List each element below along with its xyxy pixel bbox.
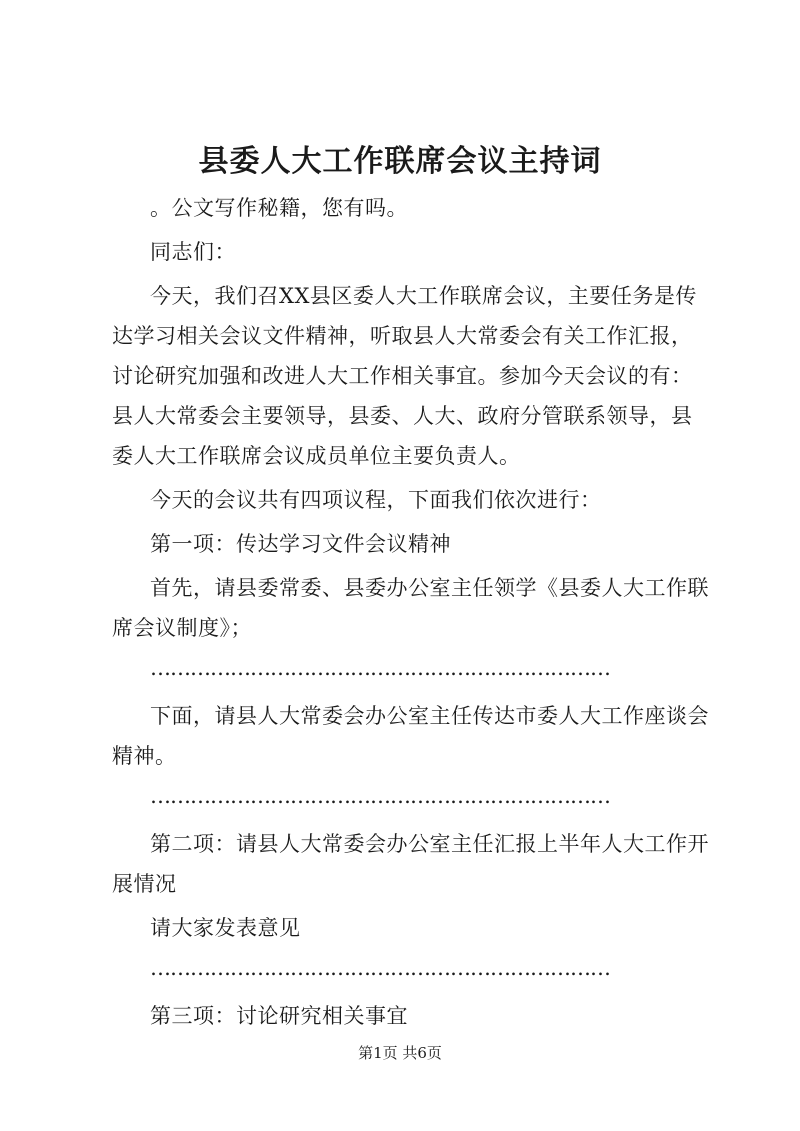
- ellipsis-divider: ……………………………………………………………: [150, 656, 610, 680]
- paragraph-item-one-next: 下面，请县人大常委会办公室主任传达市委人大工作座谈会精神。: [112, 704, 709, 768]
- paragraph-salutation: 同志们：: [150, 240, 236, 264]
- paragraph-item-one-first: 首先，请县委常委、县委办公室主任领学《县委人大工作联席会议制度》；: [112, 576, 709, 640]
- page-footer: 第1页 共6页: [358, 1044, 442, 1062]
- document-title: 县委人大工作联席会议主持词: [198, 144, 602, 179]
- ellipsis-divider: ……………………………………………………………: [150, 956, 610, 980]
- document-body: [112, 188, 712, 1036]
- paragraph-item-three: 第三项：讨论研究相关事宜: [150, 1004, 408, 1028]
- paragraph-request-opinions: 请大家发表意见: [150, 916, 301, 940]
- paragraph-opening: 今天，我们召XX县区委人大工作联席会议，主要任务是传达学习相关会议文件精神，听取县人大常委会有关工作汇报，讨论研究加强和改进人大工作相关事宜。参加今天会议的有：县人大常委会主要领导，县委、人大、政府分管联系领导，县委人大工作联席会议成员单位主要负责人。: [112, 284, 697, 468]
- paragraph-agenda-intro: 今天的会议共有四项议程，下面我们依次进行：: [150, 488, 602, 512]
- ellipsis-divider: ……………………………………………………………: [150, 784, 610, 808]
- paragraph-item-two: 第二项：请县人大常委会办公室主任汇报上半年人大工作开展情况: [112, 832, 709, 896]
- paragraph-item-one: 第一项：传达学习文件会议精神: [150, 532, 451, 556]
- paragraph-intro-note: 。公文写作秘籍，您有吗。: [150, 196, 408, 220]
